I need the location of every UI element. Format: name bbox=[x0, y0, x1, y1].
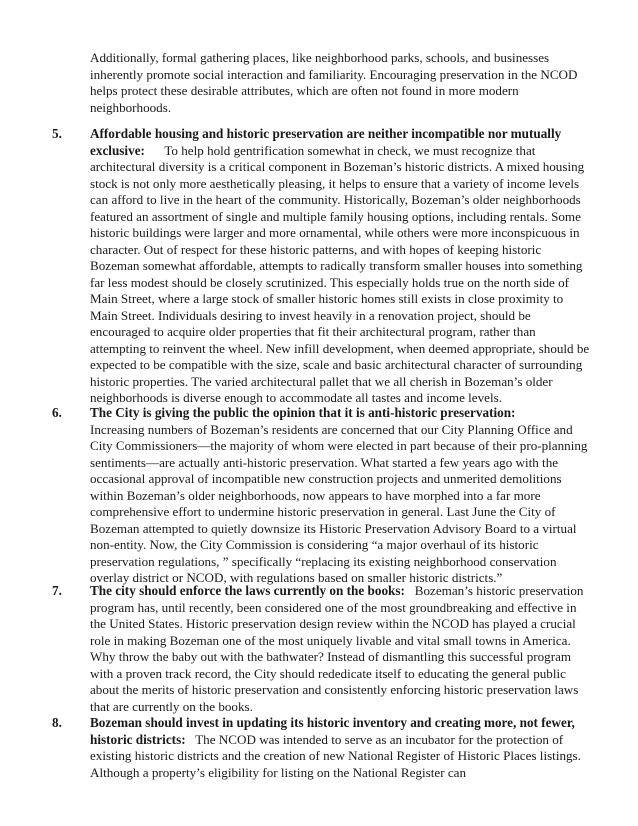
intro-paragraph: Additionally, formal gathering places, like neighborhood parks, schools, and businesses inherently promote social interaction and familiarity. Encouraging preservation in the NCOD helps protect these desirable attributes, which are often not found in more modern neighborhoods. bbox=[90, 50, 578, 115]
item-number: 8. bbox=[52, 715, 62, 730]
item-heading: The City is giving the public the opinion that it is anti-historic preservation: bbox=[90, 405, 516, 420]
item-number: 6. bbox=[52, 405, 62, 420]
item-body bbox=[90, 126, 590, 407]
item-number: 5. bbox=[52, 126, 62, 141]
item-heading: Bozeman should invest in updating its historic inventory and creating more, not fewer, historic districts: bbox=[90, 715, 575, 747]
item-text: To help hold gentrification somewhat in check, we must recognize that architectural diversity is a critical component in Bozeman’s historic districts. A mixed housing stock is not only more aesthetically pleasing, it helps to ensure that a variety of income levels can afford to live in the heart of the community. Historically, Bozeman’s older neighborhoods featured an assortment of single and multiple family housing options, including rentals. Some historic buildings were larger and more ornamental, while others were more inconspicuous in character. Out of respect for these historic patterns, and with hopes of keeping historic Bozeman somewhat affordable, attempts to radically transform smaller houses into something far less modest should be closely scrutinized. This especially holds true on the north side of Main Street, where a large stock of smaller historic homes still exists in close proximity to Main Street. Individuals desiring to invest heavily in a renovation project, should be encouraged to acquire older properties that fit their architectural program, rather than attempting to reinvent the wheel. New infill development, when deemed appropriate, should be expected to be compatible with the size, scale and basic architectural character of surrounding historic properties. The varied architectural pallet that we all cherish in Bozeman’s older neighborhoods is diverse enough to accommodate all tastes and income levels. bbox=[90, 142, 590, 405]
item-text: The NCOD was intended to serve as an incubator for the protection of existing historic districts and the creation of new National Register of Historic Places listings. Although a property’s eligibility for listing on the National Register can bbox=[90, 731, 581, 780]
item-number: 7. bbox=[52, 583, 62, 598]
list-item bbox=[52, 405, 590, 587]
list-item bbox=[52, 126, 590, 407]
item-text: Increasing numbers of Bozeman’s residents are concerned that our City Planning Office and City Commissioners—the majority of whom were elected in part because of their pro-planning sentiments—are actually anti-historic preservation. What started a few years ago with the occasional approval of incompatible new construction projects and unmerited demolitions within Bozeman’s older neighborhoods, now appears to have morphed into a far more comprehensive effort to undermine historic preservation in general. Last June the City of Bozeman attempted to quietly downsize its Historic Preservation Advisory Board to a virtual non-entity. Now, the City Commission is considering “a major overhaul of its historic preservation regulations, ” specifically “replacing its existing neighborhood conservation overlay district or NCOD, with regulations based on smaller historic districts.” bbox=[90, 421, 588, 585]
item-heading: The city should enforce the laws currently on the books: bbox=[90, 583, 405, 598]
list-item bbox=[52, 715, 590, 781]
item-body bbox=[90, 405, 590, 587]
item-text: Bozeman’s historic preservation program has, until recently, been considered one of the most groundbreaking and effective in the United States. Historic preservation design review within the NCOD has played a crucial role in making Bozeman one of the most uniquely livable and vital small towns in America. Why throw the baby out with the bathwater? Instead of dismantling this successful program with a proven track record, the City should rededicate itself to educating the general public about the merits of historic preservation and consistently enforcing historic preservation laws that are currently on the books. bbox=[90, 583, 584, 714]
list-item bbox=[52, 583, 590, 715]
item-body bbox=[90, 715, 590, 781]
item-body bbox=[90, 583, 590, 715]
item-heading: Affordable housing and historic preservation are neither incompatible nor mutually exclusive: bbox=[90, 126, 562, 158]
